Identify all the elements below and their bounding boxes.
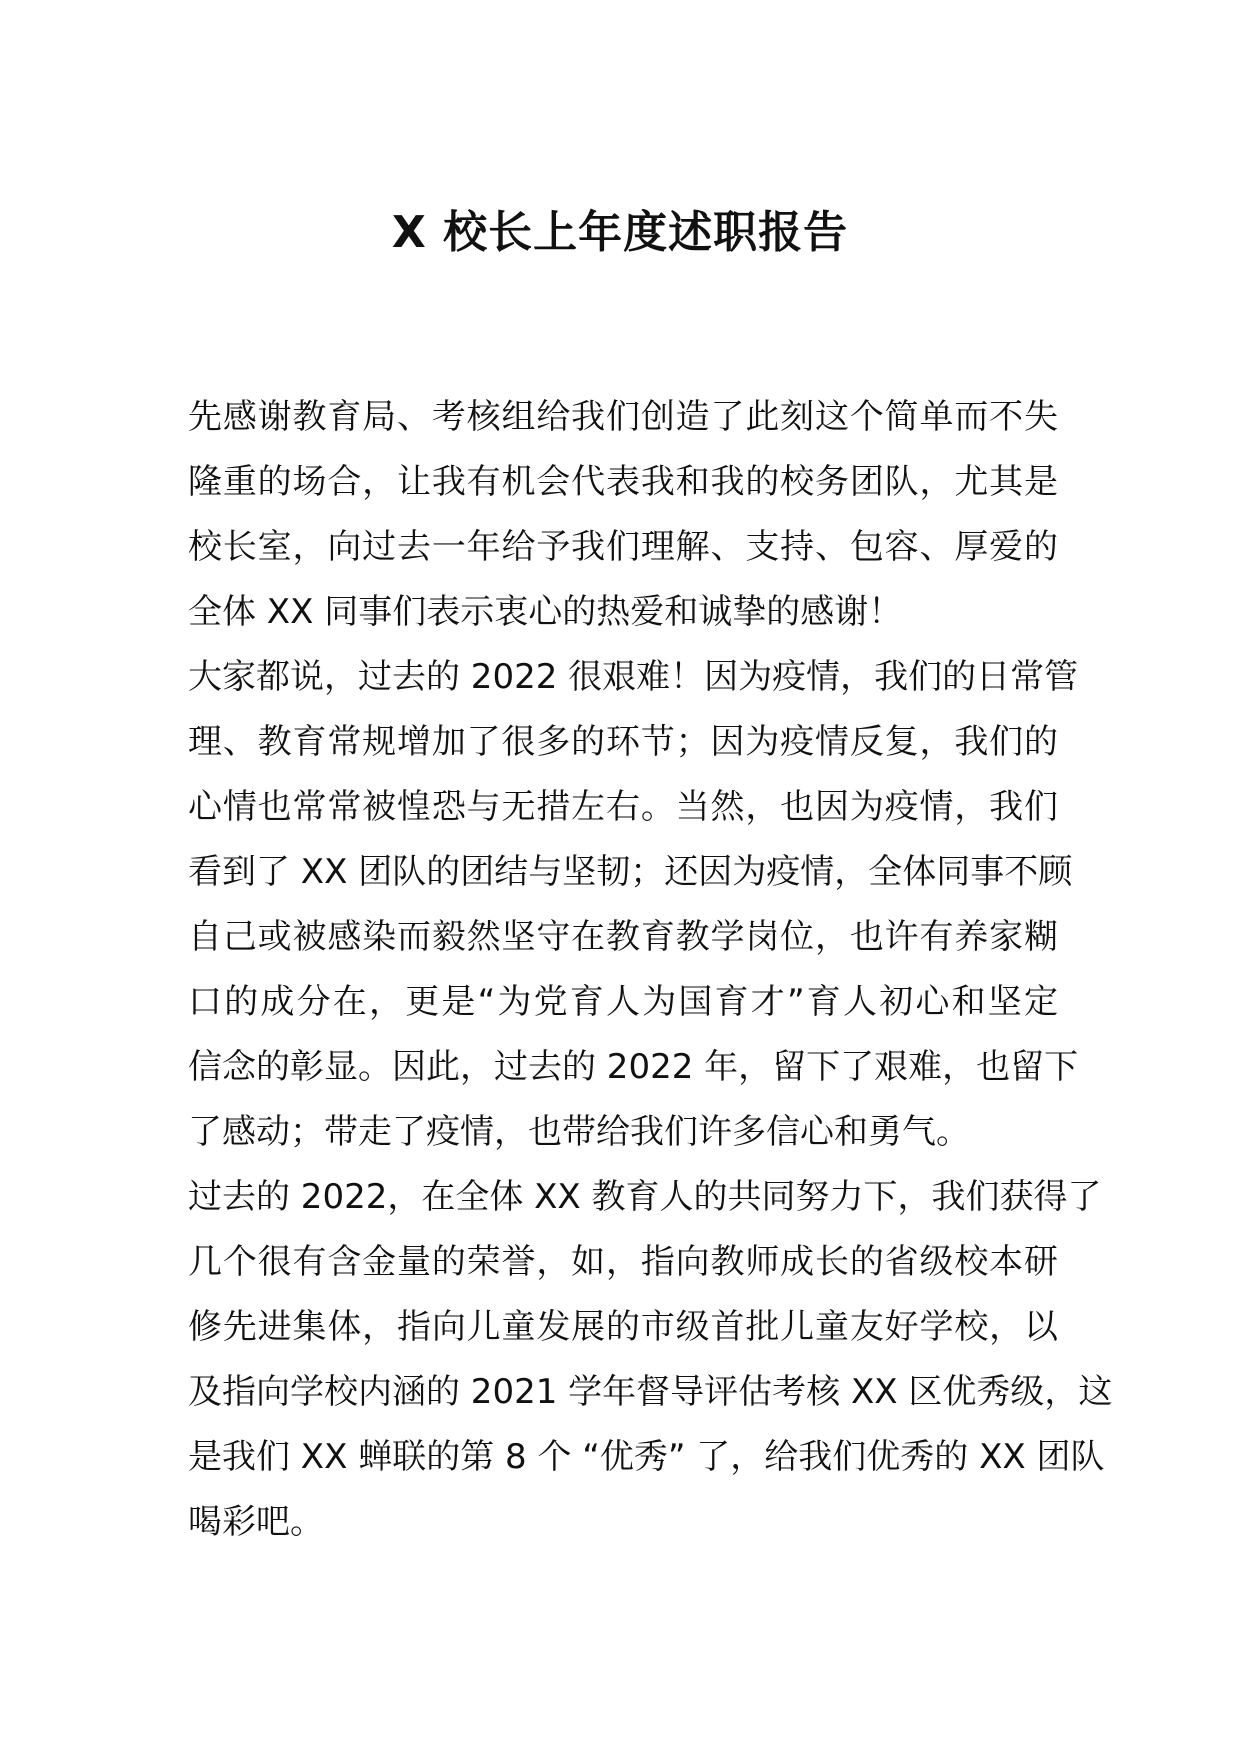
text-line: 过去的 2022，在全体 XX 教育人的共同努力下，我们获得了 [188, 1177, 1102, 1217]
text-line: 看到了 XX 团队的团结与坚韧；还因为疫情，全体同事不顾 [188, 852, 1073, 892]
text-line: 信念的彰显。因此，过去的 2022 年，留下了艰难，也留下 [188, 1047, 1079, 1087]
text-line: 几个很有含金量的荣誉，如，指向教师成长的省级校本研 [188, 1242, 1058, 1282]
text-line: 理、教育常规增加了很多的环节；因为疫情反复，我们的 [188, 722, 1058, 762]
text-line: 先感谢教育局、考核组给我们创造了此刻这个简单而不失 [188, 397, 1058, 437]
text-line: 及指向学校内涵的 2021 学年督导评估考核 XX 区优秀级，这 [188, 1372, 1113, 1412]
text-line: 修先进集体，指向儿童发展的市级首批儿童友好学校，以 [188, 1307, 1058, 1347]
document-body [188, 385, 1113, 1555]
document-title: X 校长上年度述职报告 [391, 207, 849, 258]
text-line: 心情也常常被惶恐与无措左右。当然，也因为疫情，我们 [188, 787, 1058, 827]
text-line: 校长室，向过去一年给予我们理解、支持、包容、厚爱的 [188, 527, 1058, 567]
text-line: 自己或被感染而毅然坚守在教育教学岗位，也许有养家糊 [188, 917, 1058, 957]
text-line: 喝彩吧。 [188, 1502, 324, 1542]
text-line: 口的成分在，更是“为党育人为国育才”育人初心和坚定 [188, 982, 1058, 1022]
text-line: 隆重的场合，让我有机会代表我和我的校务团队，尤其是 [188, 462, 1058, 502]
text-line: 大家都说，过去的 2022 很艰难！因为疫情，我们的日常管 [188, 657, 1079, 697]
text-line: 了感动；带走了疫情，也带给我们许多信心和勇气。 [188, 1112, 970, 1152]
text-line: 是我们 XX 蝉联的第 8 个 “优秀” 了，给我们优秀的 XX 团队 [188, 1437, 1105, 1477]
text-line: 全体 XX 同事们表示衷心的热爱和诚挚的感谢！ [188, 592, 903, 632]
